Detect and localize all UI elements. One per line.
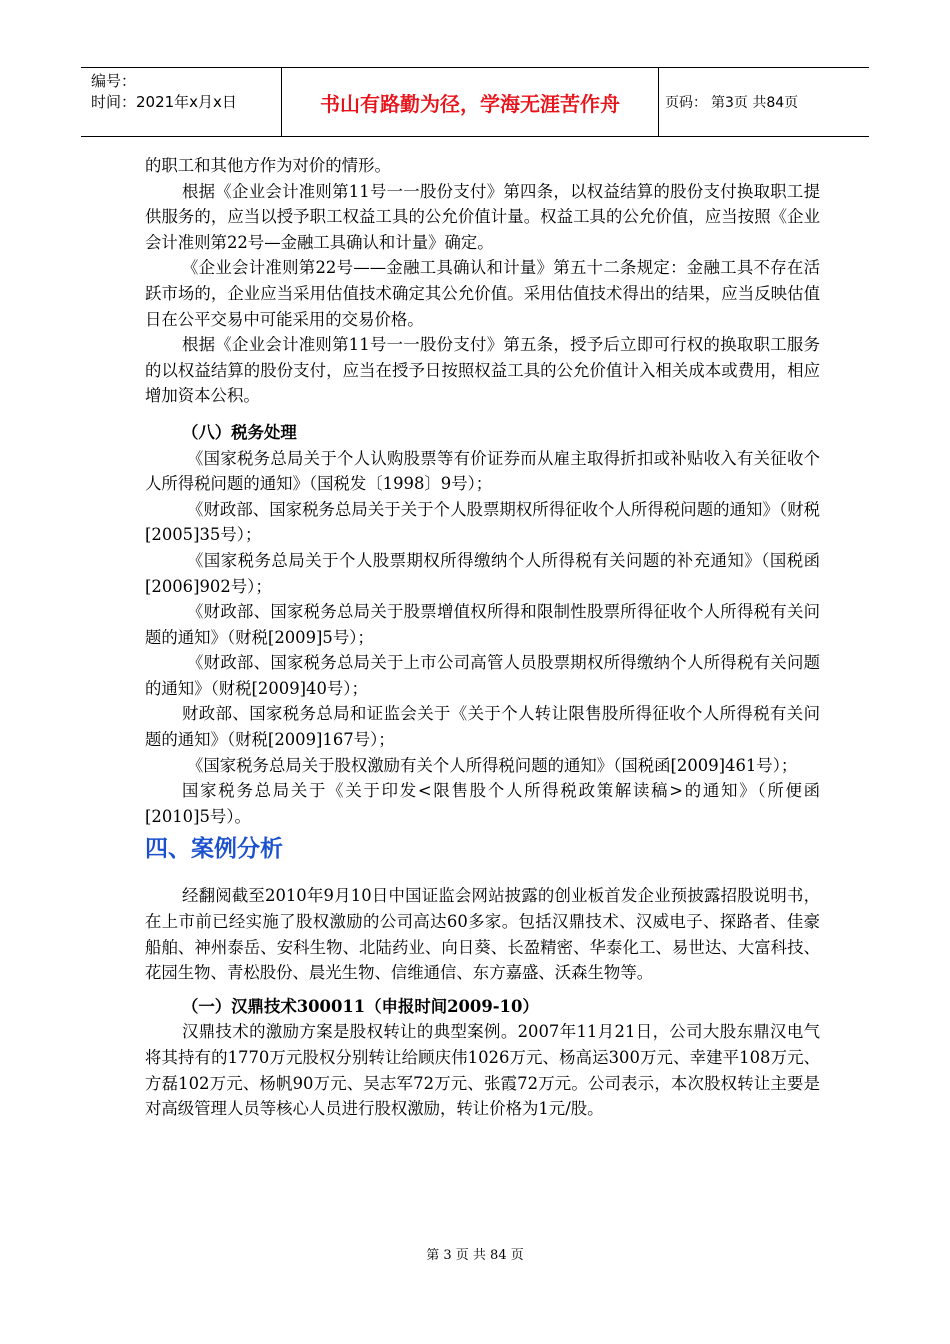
paragraph: 汉鼎技术的激励方案是股权转让的典型案例。2007年11月21日，公司大股东鼎汉电气将其持有的1770万元股权分别转让给顾庆伟1026万元、杨高运300万元、幸建平108万元、方磊102万元、杨帆90万元、吴志军72万元、张霞72万元。公司表示，本次股权转让主要是对高级管理人员等核心人员进行股权激励，转让价格为1元/股。: [145, 1022, 820, 1119]
document-body: [145, 153, 820, 1122]
page-footer: 第 3 页 共 84 页: [426, 1248, 524, 1263]
tax-item: 《财政部、国家税务总局关于股票增值权所得和限制性股票所得征收个人所得税有关问题的通知》（财税[2009]5号）；: [145, 602, 820, 647]
tax-item: 《财政部、国家税务总局关于上市公司高管人员股票期权所得缴纳个人所得税有关问题的通知》（财税[2009]40号）；: [145, 653, 820, 698]
serial-label: 编号：: [91, 72, 137, 90]
header-meta: [81, 68, 282, 136]
header-page-info: [659, 68, 869, 136]
header-motto: 书山有路勤为径，学海无涯苦作舟: [282, 68, 659, 136]
tax-item: 《国家税务总局关于个人认购股票等有价证券而从雇主取得折扣或补贴收入有关征收个人所得税问题的通知》（国税发〔1998〕9号）；: [145, 448, 820, 494]
chapter-heading: 四、案例分析: [145, 836, 283, 863]
paragraph: 《企业会计准则第22号——金融工具确认和计量》第五十二条规定：金融工具不存在活跃市场的，企业应当采用估值技术确定其公允价值。采用估值技术得出的结果，应当反映估值日在公平交易中可能采用的交易价格。: [145, 258, 820, 329]
tax-item: 国家税务总局关于《关于印发<限售股个人所得税政策解读稿>的通知》（所便函[2010]5号）。: [145, 781, 820, 826]
page-label: 页码：: [665, 95, 707, 111]
paragraph: 根据《企业会计准则第11号一一股份支付》第五条，授予后立即可行权的换取职工服务的以权益结算的股份支付，应当在授予日按照权益工具的公允价值计入相关成本或费用，相应增加资本公积。: [145, 335, 820, 406]
case-heading: （一）汉鼎技术300011（申报时间2009-10）: [182, 996, 539, 1016]
paragraph: 经翻阅截至2010年9月10日中国证监会网站披露的创业板首发企业预披露招股说明书，在上市前已经实施了股权激励的公司高达60多家。包括汉鼎技术、汉威电子、探路者、佳豪船舶、神州泰岳、安科生物、北陆药业、向日葵、长盈精密、华泰化工、易世达、大富科技、花园生物、青松股份、晨光生物、信维通信、东方嘉盛、沃森生物等。: [145, 886, 820, 983]
paragraph: 根据《企业会计准则第11号一一股份支付》第四条，以权益结算的股份支付换取职工提供服务的，应当以授予职工权益工具的公允价值计量。权益工具的公允价值，应当按照《企业会计准则第22号—金融工具确认和计量》确定。: [145, 181, 820, 252]
section-heading-tax: （八）税务处理: [182, 422, 297, 442]
page-header: [81, 67, 869, 137]
tax-item: 《财政部、国家税务总局关于关于个人股票期权所得征收个人所得税问题的通知》（财税[2005]35号）；: [145, 499, 820, 545]
tax-item: 《国家税务总局关于股权激励有关个人所得税问题的通知》（国税函[2009]461号）；: [187, 755, 798, 775]
tax-item: 财政部、国家税务总局和证监会关于《关于个人转让限售股所得征收个人所得税有关问题的通知》（财税[2009]167号）；: [145, 704, 820, 750]
time-label: 时间：2021年x月x日: [91, 93, 237, 111]
tax-item: 《国家税务总局关于个人股票期权所得缴纳个人所得税有关问题的补充通知》（国税函[2006]902号）；: [145, 550, 820, 596]
page-number: 第3页 共84页: [711, 95, 799, 111]
paragraph: 的职工和其他方作为对价的情形。: [145, 156, 391, 175]
